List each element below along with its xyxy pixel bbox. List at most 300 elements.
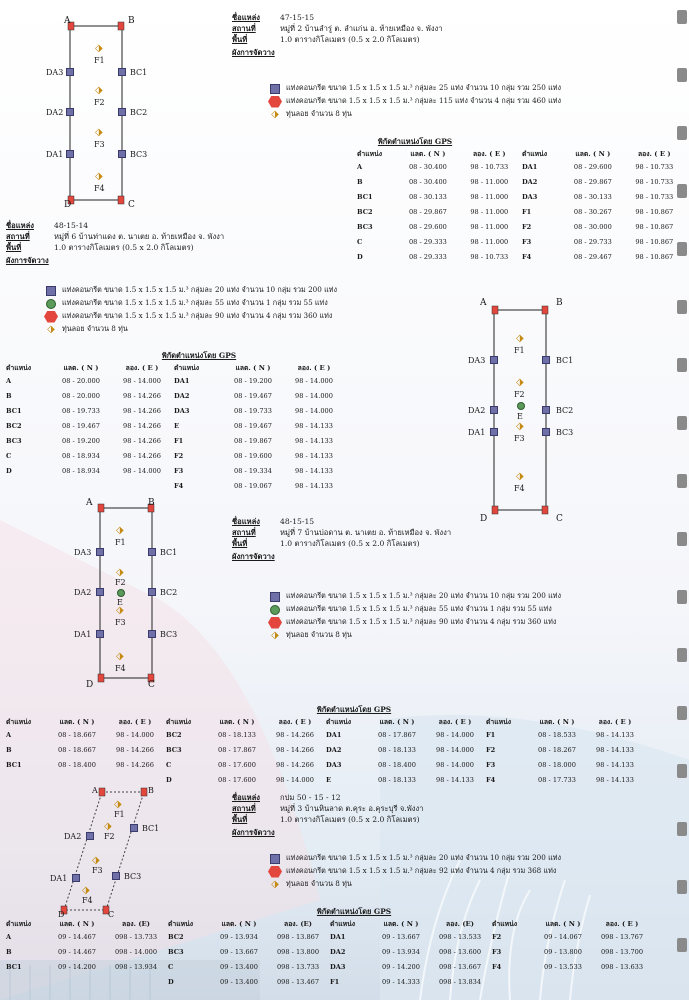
node-label-da1: DA1 <box>50 874 68 883</box>
gps-lat: 09 - 14.200 <box>58 962 96 971</box>
layout-plan-label: ผังการจัดวาง <box>232 828 275 837</box>
legend-text: แท่งคอนกรีต ขนาด 1.5 x 1.5 x 1.5 ม.³ กลุ่มละ 25 แท่ง จำนวน 10 กลุ่ม รวม 250 แท่ง <box>286 83 561 92</box>
col-long: ลอง. (E) <box>446 920 474 928</box>
concrete-hexagon-icon <box>268 866 282 878</box>
node-label-bc1: BC1 <box>556 356 574 365</box>
node-label-da2: DA2 <box>468 406 486 415</box>
gps-long: 098 - 13.834 <box>438 977 482 986</box>
legend-text: ทุ่นลอย จำนวน 8 ทุ่น <box>286 109 352 118</box>
buoy-icon: ⬗ <box>516 421 524 432</box>
gps-long: 98 - 14.266 <box>276 745 314 754</box>
node-label-da3: DA3 <box>46 68 64 77</box>
corner-label-b: B <box>148 786 154 795</box>
gps-point <box>4 478 50 493</box>
legend-item <box>268 603 561 616</box>
gps-point: B <box>6 947 12 956</box>
gps-lat: 08 - 17.600 <box>218 760 256 769</box>
site-info-48-15-15 <box>232 518 451 564</box>
gps-long: 098 - 13.533 <box>438 932 482 941</box>
gps-lat: 08 - 20.000 <box>62 376 100 385</box>
gps-point: A <box>6 932 12 941</box>
site-location: หมู่ที่ 7 บ้านบ่อดาน ต. นาเตย อ. ท้ายเหมือง จ. พังงา <box>280 528 452 537</box>
buoy-label-f2: F2 <box>94 98 105 107</box>
buoy-label-f1: F1 <box>514 346 525 355</box>
gps-lat: 08 - 19.733 <box>62 406 100 415</box>
gps-point: DA2 <box>174 391 190 400</box>
legend-item <box>44 310 337 323</box>
gps-lat: 08 - 29.867 <box>573 177 612 186</box>
gps-table-body <box>4 727 644 787</box>
gps-lat: 09 - 13.934 <box>382 947 420 956</box>
table-row <box>4 448 344 463</box>
buoy-label-f2: F2 <box>514 390 525 399</box>
gps-lat: 08 - 30.400 <box>408 162 447 171</box>
buoy-icon: ⬗ <box>516 333 524 344</box>
gps-point: C <box>168 962 174 971</box>
gps-point: F1 <box>174 436 184 445</box>
gps-point <box>490 974 534 989</box>
col-long: ลอง. ( E ) <box>637 150 671 158</box>
col-lat: แลต. ( N ) <box>63 364 99 372</box>
buoy-label-f4: F4 <box>115 664 126 673</box>
table-row <box>4 974 652 989</box>
gps-point: BC3 <box>168 947 184 956</box>
legend-text: แท่งคอนกรีต ขนาด 1.5 x 1.5 x 1.5 ม.³ กลุ่มละ 90 แท่ง จำนวน 4 กลุ่ม รวม 360 แท่ง <box>286 617 557 626</box>
node-da2 <box>490 406 498 414</box>
node-bc3 <box>112 872 120 880</box>
gps-long: 98 - 10.867 <box>635 252 674 261</box>
gps-lat: 08 - 19.467 <box>234 391 272 400</box>
node-bc1 <box>118 68 126 76</box>
gps-lat: 08 - 19.200 <box>62 436 100 445</box>
node-da3 <box>96 548 104 556</box>
buoy-icon: ⬗ <box>95 85 103 96</box>
legend-48-15-15 <box>268 590 561 642</box>
gps-lat: 08 - 17.867 <box>218 745 256 754</box>
col-long: ลอง. ( E ) <box>438 718 472 726</box>
buoy-label-f1: F1 <box>115 538 126 547</box>
gps-title: พิกัดตำแหน่งโดย GPS <box>316 907 392 916</box>
concrete-square-icon <box>270 854 280 864</box>
buoy-icon: ⬗ <box>95 127 103 138</box>
site-location: หมู่ที่ 6 บ้านท่าแดง ต. นาเตย อ. ท้ายเหมือง จ. พังงา <box>54 232 225 241</box>
node-da1 <box>66 150 74 158</box>
buoy-label-f3: F3 <box>514 434 525 443</box>
node-bc2 <box>148 588 156 596</box>
gps-long: 98 - 11.000 <box>470 207 509 216</box>
gps-lat: 08 - 29.333 <box>408 252 447 261</box>
concrete-hexagon-icon <box>44 311 58 323</box>
gps-table-body <box>4 373 344 493</box>
buoy-icon: ⬗ <box>116 651 124 662</box>
gps-lat: 08 - 18.133 <box>378 745 416 754</box>
gps-lat: 08 - 30.133 <box>573 192 612 201</box>
gps-point: DA3 <box>326 760 342 769</box>
gps-long: 98 - 14.266 <box>116 745 154 754</box>
gps-point: BC2 <box>357 207 373 216</box>
gps-point: BC1 <box>357 192 373 201</box>
corner-label-a: A <box>64 16 71 26</box>
gps-point <box>4 772 48 787</box>
gps-lat: 09 - 14.333 <box>382 977 420 986</box>
corner-label-b: B <box>128 16 135 26</box>
gps-point: F4 <box>492 962 502 971</box>
gps-long: 98 - 14.000 <box>123 466 161 475</box>
location-label: สถานที่ <box>232 24 256 33</box>
col-lat: แลต. ( N ) <box>59 718 95 726</box>
gps-lat: 08 - 19.867 <box>234 436 272 445</box>
legend-item <box>268 108 561 121</box>
gps-point: F1 <box>521 207 532 216</box>
buoy-icon: ⬗ <box>104 821 112 832</box>
node-bc3 <box>542 428 550 436</box>
table-row <box>4 403 344 418</box>
site-name-label: ชื่อแหล่ง <box>232 13 260 22</box>
gps-point: DA1 <box>326 730 342 739</box>
col-point: ตำแหน่ง <box>486 718 512 726</box>
table-row <box>4 727 644 742</box>
gps-point <box>4 974 48 989</box>
legend-47-15-15 <box>268 82 561 121</box>
gps-point: BC1 <box>6 760 22 769</box>
node-da2 <box>86 832 94 840</box>
gps-lat: 09 - 14.467 <box>58 947 96 956</box>
site-name-label: ชื่อแหล่ง <box>6 221 34 230</box>
gps-point: E <box>326 775 332 784</box>
gps-long: 98 - 14.000 <box>123 376 161 385</box>
legend-item <box>44 323 337 336</box>
gps-long <box>106 772 164 787</box>
node-bc1 <box>542 356 550 364</box>
table-row <box>4 742 644 757</box>
corner-label-b: B <box>556 298 563 308</box>
legend-item <box>268 629 561 642</box>
gps-lat: 08 - 30.400 <box>408 177 447 186</box>
location-label: สถานที่ <box>232 528 256 537</box>
gps-lat: 08 - 17.867 <box>378 730 416 739</box>
corner-label-b: B <box>148 498 155 508</box>
concrete-square-icon <box>46 286 56 296</box>
gps-lat: 08 - 18.667 <box>58 730 96 739</box>
buoy-label-f4: F4 <box>94 184 105 193</box>
col-lat: แลต. ( N ) <box>219 718 255 726</box>
node-label-bc3: BC3 <box>130 150 148 159</box>
gps-lat: 08 - 29.733 <box>573 237 612 246</box>
buoy-icon: ⬗ <box>92 855 100 866</box>
site-area: 1.0 ตารางกิโลเมตร (0.5 x 2.0 กิโลเมตร) <box>54 243 194 252</box>
col-point: ตำแหน่ง <box>6 364 32 372</box>
table-row <box>355 189 685 204</box>
node-label-bc2: BC2 <box>556 406 574 415</box>
site-area: 1.0 ตารางกิโลเมตร (0.5 x 2.0 กิโลเมตร) <box>280 539 420 548</box>
gps-lat: 08 - 18.267 <box>538 745 576 754</box>
gps-table-body <box>355 159 685 264</box>
gps-long <box>106 974 166 989</box>
gps-long: 98 - 14.133 <box>596 775 634 784</box>
gps-point: D <box>166 775 172 784</box>
buoy-icon: ⬗ <box>271 108 279 120</box>
layout-diagram-47-15-15 <box>46 14 160 214</box>
gps-point: BC2 <box>6 421 22 430</box>
gps-long: 98 - 14.000 <box>295 376 333 385</box>
gps-point: A <box>357 162 363 171</box>
gps-point: F3 <box>521 237 532 246</box>
col-long: ลอง. ( E ) <box>598 718 632 726</box>
gps-long: 098 - 13.700 <box>600 947 644 956</box>
gps-point: F2 <box>521 222 532 231</box>
gps-long: 98 - 14.266 <box>276 730 314 739</box>
gps-lat: 08 - 19.200 <box>234 376 272 385</box>
gps-long: 98 - 14.266 <box>123 421 161 430</box>
legend-item <box>268 95 561 108</box>
gps-long: 98 - 14.133 <box>436 775 474 784</box>
table-row <box>355 174 685 189</box>
gps-lat: 08 - 29.600 <box>408 222 447 231</box>
legend-text: แท่งคอนกรีต ขนาด 1.5 x 1.5 x 1.5 ม.³ กลุ่มละ 55 แท่ง จำนวน 1 กลุ่ม รวม 55 แท่ง <box>286 604 552 613</box>
gps-point: BC2 <box>166 730 182 739</box>
gps-lat: 08 - 18.400 <box>58 760 96 769</box>
legend-text: แท่งคอนกรีต ขนาด 1.5 x 1.5 x 1.5 ม.³ กลุ่มละ 55 แท่ง จำนวน 1 กลุ่ม รวม 55 แท่ง <box>62 298 328 307</box>
table-row <box>355 219 685 234</box>
location-label: สถานที่ <box>6 232 30 241</box>
node-da1 <box>72 874 80 882</box>
gps-point: F3 <box>486 760 496 769</box>
gps-long: 98 - 14.266 <box>123 436 161 445</box>
col-long: ลอง. (E) <box>284 920 312 928</box>
col-point: ตำแหน่ง <box>357 150 383 158</box>
col-long: ลอง. ( E ) <box>125 364 159 372</box>
gps-point: C <box>357 237 363 246</box>
col-lat: แลต. ( N ) <box>59 920 95 928</box>
gps-long: 98 - 14.000 <box>116 730 154 739</box>
site-id: 48-15-15 <box>280 517 315 526</box>
buoy-icon: ⬗ <box>95 43 103 54</box>
gps-lat: 09 - 14.467 <box>58 932 96 941</box>
gps-lat: 08 - 18.934 <box>62 466 100 475</box>
col-point: ตำแหน่ง <box>521 150 548 158</box>
gps-long: 98 - 10.733 <box>635 192 674 201</box>
node-label-da2: DA2 <box>64 832 82 841</box>
table-row <box>355 204 685 219</box>
node-label-bc1: BC1 <box>130 68 148 77</box>
gps-lat: 08 - 18.000 <box>538 760 576 769</box>
corner-label-c: C <box>108 910 115 919</box>
legend-text: แท่งคอนกรีต ขนาด 1.5 x 1.5 x 1.5 ม.³ กลุ่มละ 115 แท่ง จำนวน 4 กลุ่ม รวม 460 แท่ง <box>286 96 561 105</box>
node-da2 <box>96 588 104 596</box>
gps-long: 98 - 11.000 <box>470 237 509 246</box>
gps-point: A <box>6 376 12 385</box>
concrete-square-icon <box>270 592 280 602</box>
gps-lat: 08 - 18.133 <box>378 775 416 784</box>
gps-point: DA3 <box>330 962 346 971</box>
legend-item <box>268 616 561 629</box>
gps-point: F4 <box>486 775 496 784</box>
gps-long: 098 - 13.867 <box>276 932 320 941</box>
node-bc2 <box>542 406 550 414</box>
node-label-da1: DA1 <box>46 150 64 159</box>
node-label-da2: DA2 <box>74 588 92 597</box>
layout-diagram-48-15-14 <box>470 296 610 526</box>
buoy-icon: ⬗ <box>271 878 279 890</box>
corner-label-a: A <box>92 786 98 795</box>
legend-text: ทุ่นลอย จำนวน 8 ทุ่น <box>286 630 352 639</box>
buoy-icon: ⬗ <box>116 525 124 536</box>
gps-long: 98 - 10.733 <box>635 177 674 186</box>
gps-long: 98 - 10.867 <box>635 237 674 246</box>
node-label-bc1: BC1 <box>142 824 160 833</box>
col-point: ตำแหน่ง <box>166 718 192 726</box>
col-long: ลอง. ( E ) <box>605 920 639 928</box>
col-lat: แลต. ( N ) <box>410 150 446 158</box>
corner-label-c: C <box>128 200 135 210</box>
col-lat: แลต. ( N ) <box>235 364 271 372</box>
gps-long: 98 - 14.000 <box>295 391 333 400</box>
gps-lat: 08 - 30.000 <box>573 222 612 231</box>
gps-lat: 09 - 13.934 <box>220 932 258 941</box>
node-label-da3: DA3 <box>74 548 92 557</box>
gps-long: 98 - 14.133 <box>596 745 634 754</box>
gps-long: 98 - 14.266 <box>123 451 161 460</box>
node-label-bc3: BC3 <box>556 428 574 437</box>
gps-lat: 08 - 29.333 <box>408 237 447 246</box>
gps-lat: 08 - 29.867 <box>408 207 447 216</box>
buoy-icon: ⬗ <box>116 605 124 616</box>
buoy-icon: ⬗ <box>516 471 524 482</box>
gps-point: B <box>6 391 12 400</box>
gps-point: BC3 <box>357 222 373 231</box>
table-row <box>4 757 644 772</box>
gps-lat: 08 - 30.133 <box>408 192 447 201</box>
gps-long: 098 - 13.733 <box>276 962 320 971</box>
col-point: ตำแหน่ง <box>6 718 32 726</box>
buoy-label-f1: F1 <box>114 810 125 819</box>
gps-long: 98 - 14.133 <box>295 451 333 460</box>
concrete-circle-icon <box>270 605 280 615</box>
concrete-square-icon <box>270 84 280 94</box>
gps-long: 98 - 11.000 <box>470 222 509 231</box>
buoy-icon: ⬗ <box>95 171 103 182</box>
concrete-circle-node-e <box>517 402 525 410</box>
table-row <box>355 159 685 174</box>
legend-text: แท่งคอนกรีต ขนาด 1.5 x 1.5 x 1.5 ม.³ กลุ่มละ 20 แท่ง จำนวน 10 กลุ่ม รวม 200 แท่ง <box>286 591 561 600</box>
node-label-e: E <box>517 412 523 421</box>
legend-text: แท่งคอนกรีต ขนาด 1.5 x 1.5 x 1.5 ม.³ กลุ่มละ 20 แท่ง จำนวน 10 กลุ่ม รวม 200 แท่ง <box>62 285 337 294</box>
gps-long: 098 - 13.633 <box>600 962 644 971</box>
node-label-bc1: BC1 <box>160 548 178 557</box>
gps-title: พิกัดตำแหน่งโดย GPS <box>377 137 453 146</box>
gps-lat: 08 - 18.934 <box>62 451 100 460</box>
gps-long: 98 - 14.266 <box>276 760 314 769</box>
col-long: ลอง. ( E ) <box>278 718 312 726</box>
node-bc1 <box>130 824 138 832</box>
node-label-bc3: BC3 <box>160 630 178 639</box>
gps-long: 98 - 10.867 <box>635 222 674 231</box>
table-row <box>4 478 344 493</box>
gps-lat: 08 - 19.733 <box>234 406 272 415</box>
location-label: สถานที่ <box>232 804 256 813</box>
gps-table-47-15-15 <box>355 136 685 264</box>
legend-item <box>268 82 561 95</box>
node-label-da2: DA2 <box>46 108 64 117</box>
legend-item <box>44 284 337 297</box>
gps-point: BC3 <box>6 436 22 445</box>
gps-title: พิกัดตำแหน่งโดย GPS <box>161 351 237 360</box>
gps-point: A <box>6 730 12 739</box>
gps-lat: 08 - 18.533 <box>538 730 576 739</box>
node-label-da1: DA1 <box>468 428 486 437</box>
gps-long: 98 - 10.733 <box>470 252 509 261</box>
site-name-label: ชื่อแหล่ง <box>232 793 260 802</box>
node-da1 <box>96 630 104 638</box>
col-lat: แลต. ( N ) <box>379 718 415 726</box>
gps-long: 98 - 14.133 <box>596 730 634 739</box>
gps-lat: 09 - 13.533 <box>544 962 582 971</box>
gps-point: DA1 <box>174 376 190 385</box>
col-point: ตำแหน่ง <box>492 920 518 928</box>
gps-lat: 09 - 13.667 <box>220 947 258 956</box>
node-da3 <box>66 68 74 76</box>
gps-lat: 08 - 17.600 <box>218 775 256 784</box>
gps-title: พิกัดตำแหน่งโดย GPS <box>316 705 392 714</box>
gps-lat: 08 - 29.467 <box>573 252 612 261</box>
node-bc2 <box>118 108 126 116</box>
legend-text: แท่งคอนกรีต ขนาด 1.5 x 1.5 x 1.5 ม.³ กลุ่มละ 20 แท่ง จำนวน 10 กลุ่ม รวม 200 แท่ง <box>286 853 561 862</box>
gps-point: DA3 <box>174 406 190 415</box>
corner-label-a: A <box>86 498 93 508</box>
gps-long: 98 - 14.266 <box>116 760 154 769</box>
node-label-da1: DA1 <box>74 630 92 639</box>
gps-long: 98 - 14.000 <box>436 730 474 739</box>
table-row <box>4 418 344 433</box>
gps-long: 098 - 13.600 <box>438 947 482 956</box>
node-da1 <box>490 428 498 436</box>
col-point: ตำแหน่ง <box>168 920 194 928</box>
legend-item <box>268 852 561 865</box>
gps-long: 98 - 11.000 <box>470 177 509 186</box>
gps-lat: 08 - 18.400 <box>378 760 416 769</box>
legend-50-15-12 <box>268 852 561 891</box>
gps-lat <box>48 974 106 989</box>
site-id: 48-15-14 <box>54 221 89 230</box>
gps-lat: 08 - 18.667 <box>58 745 96 754</box>
corner-label-d: D <box>86 680 94 690</box>
node-label-e: E <box>117 598 123 607</box>
buoy-label-f2: F2 <box>115 578 126 587</box>
table-row <box>4 772 644 787</box>
site-id: กปม 50 - 15 - 12 <box>280 793 341 802</box>
gps-point: F2 <box>486 745 496 754</box>
node-bc3 <box>148 630 156 638</box>
gps-point: D <box>357 252 363 261</box>
gps-lat: 08 - 30.267 <box>573 207 612 216</box>
layout-plan-label: ผังการจัดวาง <box>6 256 49 265</box>
diagram-outline <box>50 786 170 918</box>
gps-long: 098 - 13.800 <box>276 947 320 956</box>
site-info-50-15-12 <box>232 794 423 840</box>
gps-lat: 09 - 14.067 <box>544 932 582 941</box>
buoy-icon: ⬗ <box>116 567 124 578</box>
col-lat: แลต. ( N ) <box>575 150 611 158</box>
table-row <box>4 433 344 448</box>
col-lat: แลต. ( N ) <box>221 920 257 928</box>
buoy-icon: ⬗ <box>82 885 90 896</box>
gps-long: 98 - 10.733 <box>470 162 509 171</box>
legend-item <box>268 878 561 891</box>
concrete-hexagon-icon <box>268 617 282 629</box>
concrete-circle-node-e <box>117 589 125 597</box>
table-row <box>355 234 685 249</box>
concrete-hexagon-icon <box>268 96 282 108</box>
